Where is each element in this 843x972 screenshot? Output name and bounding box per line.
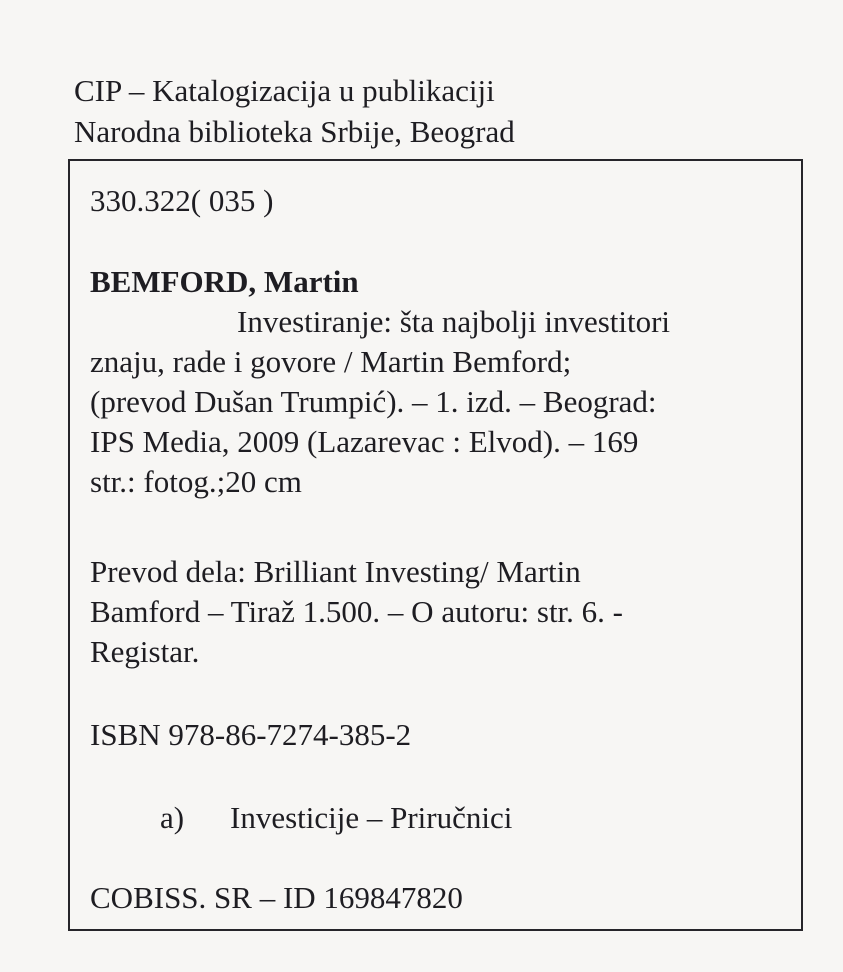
description-line-2: znaju, rade i govore / Martin Bemford;: [90, 344, 572, 379]
subject-letter: a): [160, 800, 185, 835]
library-name: Narodna biblioteka Srbije, Beograd: [74, 114, 515, 149]
description-line-5: str.: fotog.;20 cm: [90, 464, 302, 499]
cobiss-id: COBISS. SR – ID 169847820: [90, 880, 463, 915]
description-line-4: IPS Media, 2009 (Lazarevac : Elvod). – 169: [90, 424, 639, 459]
subject-entry: [90, 798, 512, 838]
udc-number: 330.322( 035 ): [90, 183, 274, 218]
subject-text: Investicije – Priručnici: [230, 800, 513, 835]
notes-line-2: Bamford – Tiraž 1.500. – O autoru: str. 6. -: [90, 594, 623, 629]
notes-line-3: Registar.: [90, 634, 200, 669]
description-line-3: (prevod Dušan Trumpić). – 1. izd. – Beograd:: [90, 384, 657, 419]
isbn-number: ISBN 978-86-7274-385-2: [90, 717, 412, 752]
catalog-record-box: [68, 159, 803, 931]
description-line-1: Investiranje: šta najbolji investitori: [237, 304, 671, 339]
cip-title: CIP – Katalogizacija u publikaciji: [74, 73, 495, 108]
notes-line-1: Prevod dela: Brilliant Investing/ Martin: [90, 554, 581, 589]
author-heading: BEMFORD, Martin: [90, 264, 359, 299]
cip-header: [74, 70, 515, 152]
